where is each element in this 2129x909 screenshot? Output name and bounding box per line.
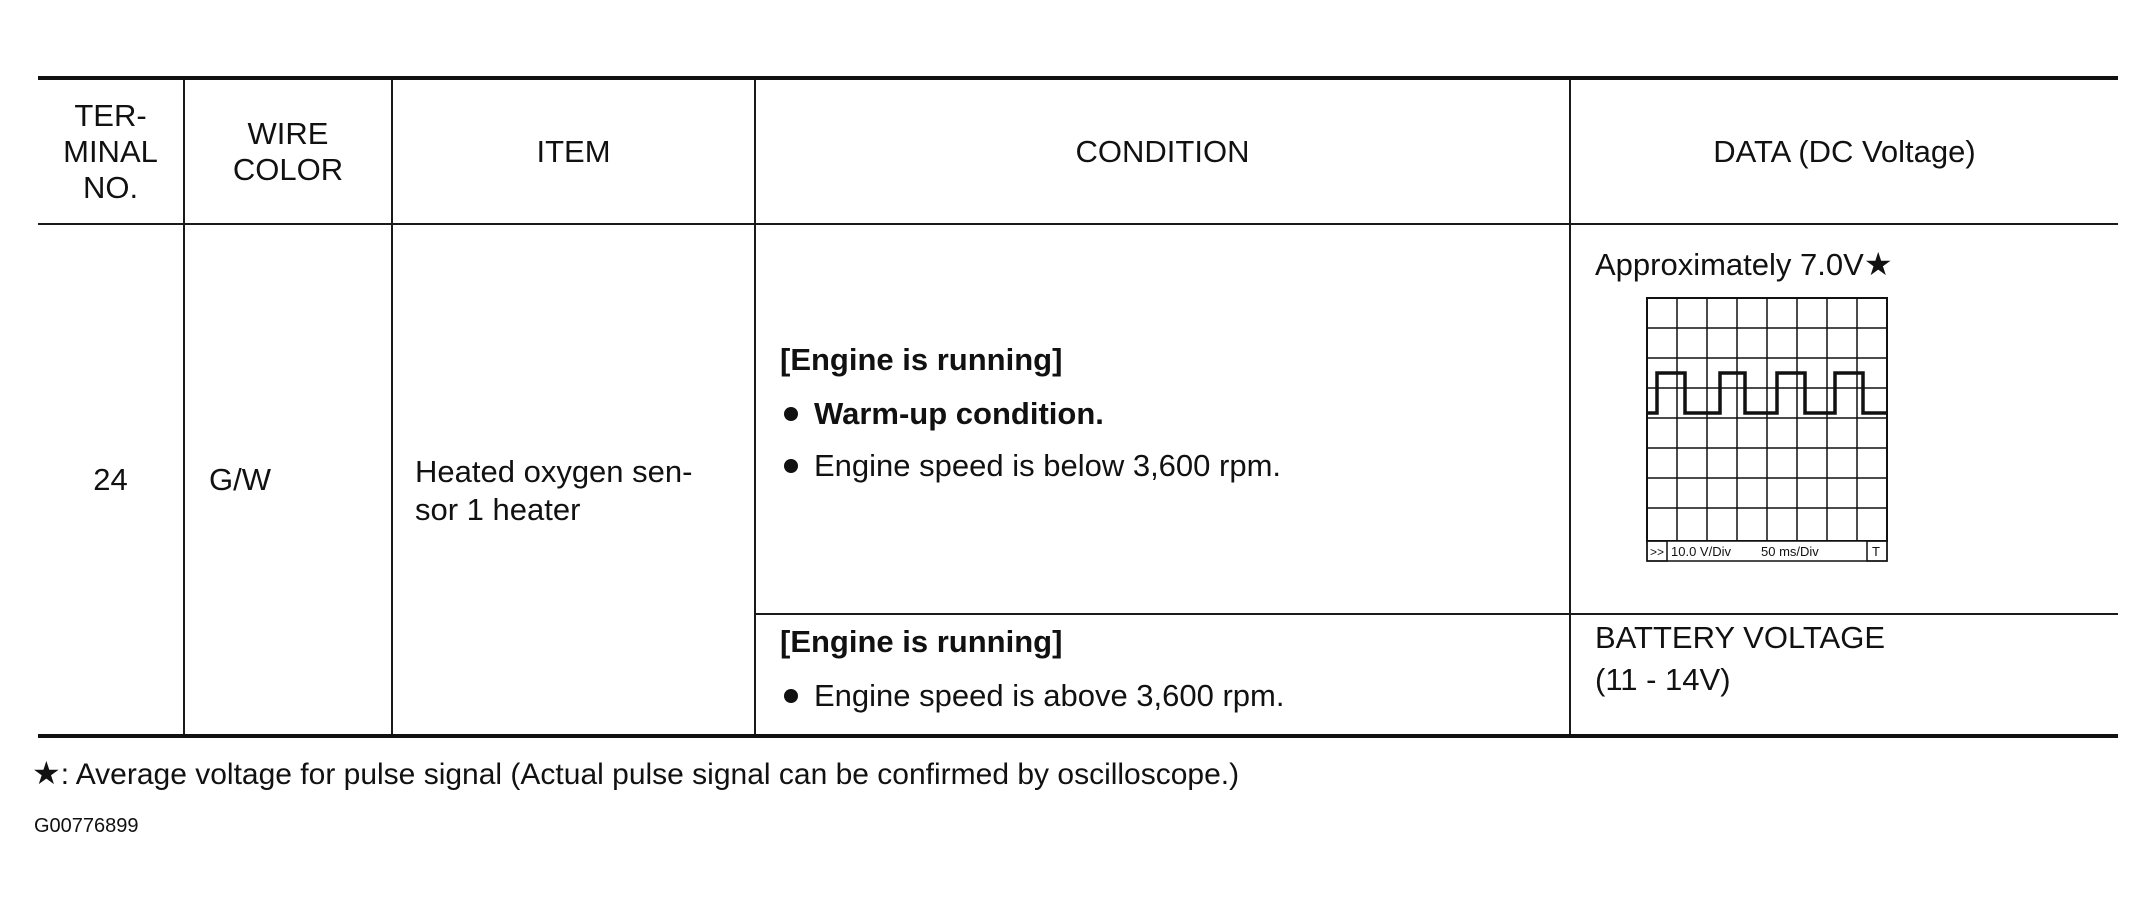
condition-bullet xyxy=(780,394,1569,434)
star-icon: ★ xyxy=(32,755,61,791)
condition-bullet xyxy=(780,446,1569,486)
bullet-icon xyxy=(784,689,798,703)
battery-voltage-range: (11 - 14V) xyxy=(1595,662,1731,697)
condition-bullet xyxy=(780,676,1569,716)
header-item: ITEM xyxy=(392,78,755,224)
condition-title: [Engine is running] xyxy=(780,342,1063,377)
terminal-number-cell xyxy=(38,224,184,736)
scope-volts-per-div: 10.0 V/Div xyxy=(1671,544,1731,559)
terminal-data-table xyxy=(38,76,2118,738)
figure-id: G00776899 xyxy=(34,815,139,837)
wire-color-cell xyxy=(184,224,392,736)
footnote-text: : Average voltage for pulse signal (Actual pulse signal can be confirmed by oscilloscope.) xyxy=(60,758,1240,791)
scope-run-indicator: >> xyxy=(1650,545,1665,559)
item-name: Heated oxygen sen- sor 1 heater xyxy=(415,453,693,527)
condition-bullet-text: Engine speed is below 3,600 rpm. xyxy=(814,448,1282,483)
footnote xyxy=(32,753,1239,795)
condition-cell-1 xyxy=(755,224,1570,614)
oscilloscope-waveform xyxy=(1645,296,1889,563)
header-data: DATA (DC Voltage) xyxy=(1570,78,2118,224)
data-value xyxy=(1595,245,2118,284)
wire-color: G/W xyxy=(209,461,271,497)
condition-title: [Engine is running] xyxy=(780,623,1063,659)
battery-voltage-line: BATTERY VOLTAGE xyxy=(1595,620,1885,655)
condition-bullet-text: Warm-up condition. xyxy=(814,396,1104,431)
scope-time-per-div: 50 ms/Div xyxy=(1761,544,1819,559)
header-row xyxy=(38,78,2118,224)
header-wire-color: WIRE COLOR xyxy=(184,78,392,224)
scope-trigger-label: T xyxy=(1872,544,1880,559)
condition-bullet-text: Engine speed is above 3,600 rpm. xyxy=(814,677,1285,713)
bullet-icon xyxy=(784,407,798,421)
terminal-number: 24 xyxy=(93,461,128,497)
star-icon: ★ xyxy=(1863,246,1893,282)
header-terminal-no: TER- MINAL NO. xyxy=(38,78,184,224)
condition-cell-2 xyxy=(755,614,1570,736)
table-row xyxy=(38,224,2118,614)
data-value-text: Approximately 7.0V xyxy=(1595,247,1864,282)
header-condition: CONDITION xyxy=(755,78,1570,224)
item-cell xyxy=(392,224,755,736)
data-cell-2 xyxy=(1570,614,2118,736)
data-cell-1 xyxy=(1570,224,2118,614)
bullet-icon xyxy=(784,459,798,473)
